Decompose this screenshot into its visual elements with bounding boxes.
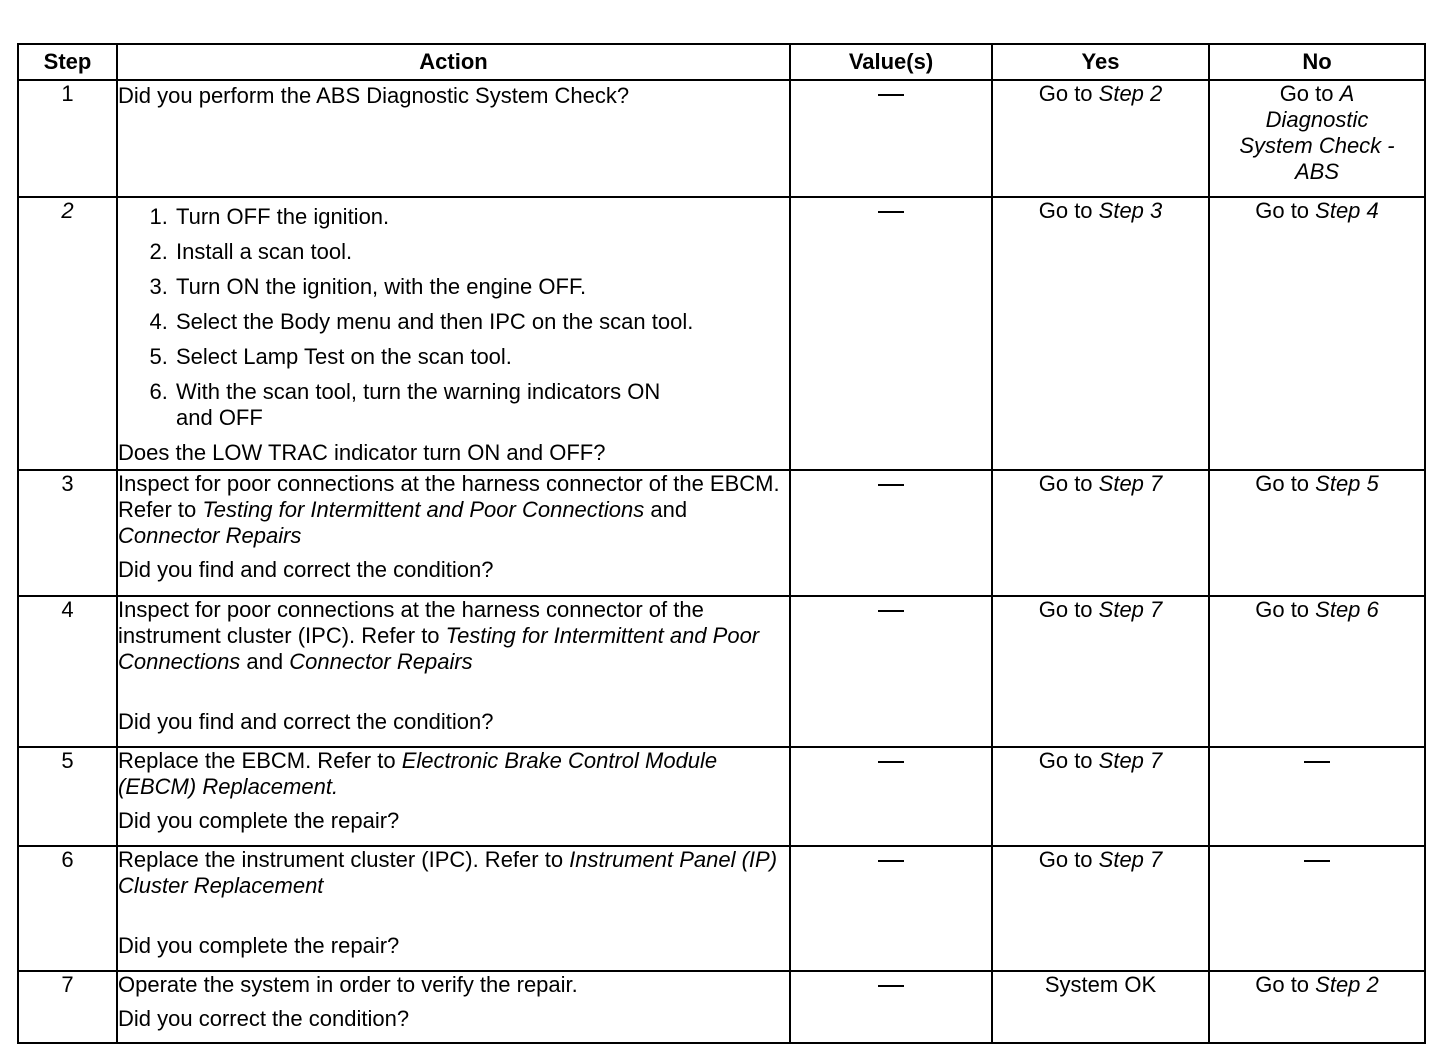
action-steps-list	[118, 204, 789, 431]
no-cell[interactable]	[1209, 596, 1425, 747]
no-prefix: Go to	[1279, 81, 1340, 106]
header-step: Step	[18, 44, 117, 80]
no-step-link[interactable]: Step 2	[1315, 972, 1379, 997]
yes-cell[interactable]	[992, 747, 1209, 846]
value-dash	[878, 985, 904, 987]
no-dash	[1304, 761, 1330, 763]
list-item: 2. Install a scan tool.	[174, 239, 789, 265]
no-step-link[interactable]: A Diagnostic System Check - ABS	[1239, 81, 1395, 184]
yes-cell[interactable]	[992, 80, 1209, 197]
yes-prefix: Go to	[1038, 81, 1099, 106]
reference-link[interactable]: Testing for Intermittent and Poor Connections	[118, 623, 760, 674]
value-cell	[790, 971, 992, 1043]
action-question: Did you perform the ABS Diagnostic System Check?	[118, 83, 630, 108]
yes-step-link[interactable]: Step 7	[1098, 597, 1163, 622]
step-number: 5	[18, 747, 117, 846]
action-text-span: Inspect for poor connections at the harness connector of the EBCM. Refer to	[118, 471, 780, 522]
value-dash	[878, 484, 904, 486]
value-dash	[878, 860, 904, 862]
no-cell[interactable]	[1209, 470, 1425, 596]
table-row	[18, 971, 1425, 1043]
header-values: Value(s)	[790, 44, 992, 80]
yes-cell	[992, 971, 1209, 1043]
yes-step-link[interactable]: Step 7	[1098, 748, 1163, 773]
action-text	[118, 748, 789, 800]
yes-step-link[interactable]: Step 3	[1098, 198, 1163, 223]
no-prefix: Go to	[1255, 198, 1316, 223]
step-number: 2	[18, 197, 117, 470]
yes-step-link[interactable]: Step 2	[1098, 81, 1163, 106]
no-step-link[interactable]: Step 5	[1315, 471, 1379, 496]
value-cell	[790, 596, 992, 747]
action-text	[118, 847, 789, 899]
reference-link[interactable]: Connector Repairs	[289, 649, 473, 674]
list-item: 4. Select the Body menu and then IPC on the scan tool.	[174, 309, 789, 335]
action-cell	[117, 747, 790, 846]
table-row	[18, 747, 1425, 846]
action-question: Did you find and correct the condition?	[118, 709, 494, 734]
reference-link[interactable]: Electronic Brake Control Module (EBCM) Replacement.	[118, 748, 718, 799]
yes-cell[interactable]	[992, 470, 1209, 596]
action-question: Did you complete the repair?	[118, 808, 400, 833]
value-dash	[878, 211, 904, 213]
list-item: 1. Turn OFF the ignition.	[174, 204, 789, 230]
action-cell	[117, 470, 790, 596]
action-text	[118, 471, 789, 549]
table-row	[18, 846, 1425, 971]
action-cell	[117, 596, 790, 747]
diagnostic-table	[17, 43, 1426, 1044]
step-number: 4	[18, 596, 117, 747]
no-step-link[interactable]: Step 4	[1315, 198, 1379, 223]
yes-cell[interactable]	[992, 197, 1209, 470]
step-number: 7	[18, 971, 117, 1043]
yes-prefix: Go to	[1038, 471, 1099, 496]
no-prefix: Go to	[1255, 471, 1316, 496]
no-prefix: Go to	[1255, 972, 1316, 997]
header-action: Action	[117, 44, 790, 80]
action-text-span: Replace the instrument cluster (IPC). Refer to	[118, 847, 570, 872]
yes-prefix: Go to	[1038, 597, 1099, 622]
table-row	[18, 596, 1425, 747]
no-dash	[1304, 860, 1330, 862]
no-cell	[1209, 846, 1425, 971]
action-cell	[117, 971, 790, 1043]
reference-link[interactable]: Testing for Intermittent and Poor Connections	[202, 497, 645, 522]
action-text-span: Replace the EBCM. Refer to	[118, 748, 402, 773]
action-cell	[117, 80, 790, 197]
header-no: No	[1209, 44, 1425, 80]
table-row	[18, 470, 1425, 596]
no-cell[interactable]	[1209, 971, 1425, 1043]
value-cell	[790, 747, 992, 846]
list-item: 3. Turn ON the ignition, with the engine OFF.	[174, 274, 789, 300]
table-row	[18, 80, 1425, 197]
value-dash	[878, 94, 904, 96]
yes-cell[interactable]	[992, 846, 1209, 971]
action-text	[118, 597, 789, 675]
header-yes: Yes	[992, 44, 1209, 80]
list-item: 6. With the scan tool, turn the warning indicators ON and OFF	[174, 379, 789, 431]
no-step-link[interactable]: Step 6	[1315, 597, 1379, 622]
action-cell	[117, 197, 790, 470]
value-cell	[790, 846, 992, 971]
step-number: 3	[18, 470, 117, 596]
step-number: 6	[18, 846, 117, 971]
no-prefix: Go to	[1255, 597, 1316, 622]
no-cell	[1209, 747, 1425, 846]
action-cell	[117, 846, 790, 971]
yes-prefix: Go to	[1038, 748, 1099, 773]
header-row	[18, 44, 1425, 80]
action-question: Did you find and correct the condition?	[118, 557, 494, 582]
action-question: Does the LOW TRAC indicator turn ON and OFF?	[118, 440, 606, 465]
yes-text: System OK	[1044, 972, 1157, 997]
yes-cell[interactable]	[992, 596, 1209, 747]
action-question: Did you complete the repair?	[118, 933, 400, 958]
value-dash	[878, 610, 904, 612]
value-cell	[790, 80, 992, 197]
list-item: 5. Select Lamp Test on the scan tool.	[174, 344, 789, 370]
yes-prefix: Go to	[1038, 198, 1099, 223]
value-cell	[790, 197, 992, 470]
no-cell[interactable]	[1209, 197, 1425, 470]
action-question: Did you correct the condition?	[118, 1006, 410, 1031]
action-text: Operate the system in order to verify the repair.	[118, 972, 578, 997]
reference-link[interactable]: Connector Repairs	[118, 523, 302, 548]
step-number: 1	[18, 80, 117, 197]
yes-step-link[interactable]: Step 7	[1098, 847, 1163, 872]
yes-step-link[interactable]: Step 7	[1098, 471, 1163, 496]
action-text-span: Inspect for poor connections at the harness connector of the instrument cluster (IPC). Refer to	[118, 597, 704, 648]
value-cell	[790, 470, 992, 596]
table-row	[18, 197, 1425, 470]
and-text: and	[644, 497, 688, 522]
and-text: and	[240, 649, 290, 674]
no-cell[interactable]	[1209, 80, 1425, 197]
reference-link[interactable]: Instrument Panel (IP) Cluster Replacement	[118, 847, 778, 898]
yes-prefix: Go to	[1038, 847, 1099, 872]
value-dash	[878, 761, 904, 763]
